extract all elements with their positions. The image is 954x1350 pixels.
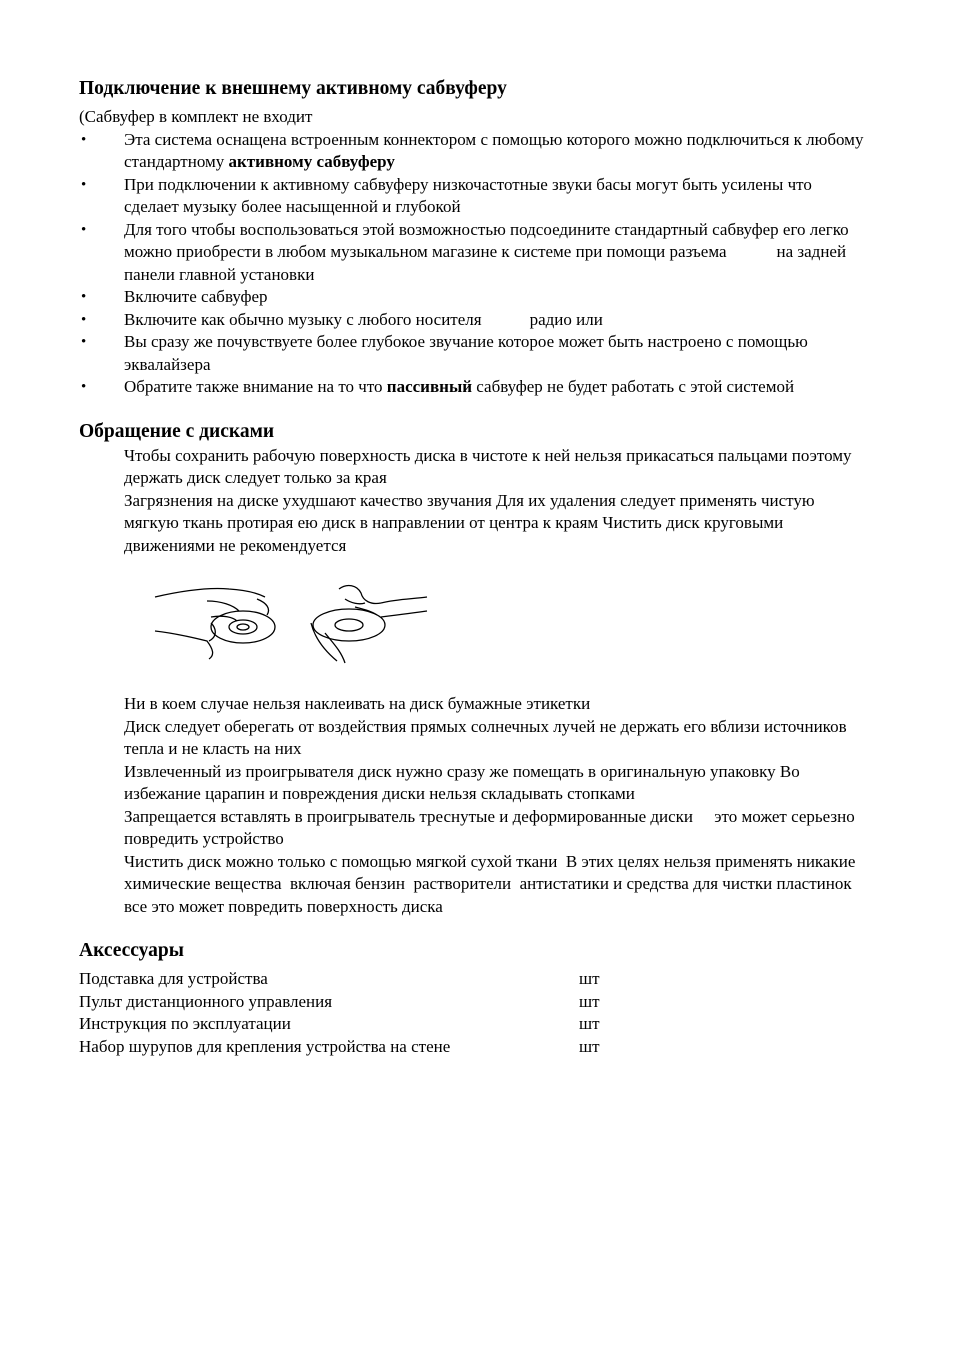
section-title-accessories: Аксессуары bbox=[79, 940, 184, 961]
table-row bbox=[79, 1036, 600, 1059]
subwoofer-bullet-list bbox=[79, 129, 869, 399]
accessory-name: Инструкция по эксплуатации bbox=[79, 1014, 291, 1033]
bullet-item: • Эта система оснащена встроенным коннектором с помощью которого можно подключиться к любому стандартному активному сабвуферу bbox=[79, 129, 869, 174]
section-title-subwoofer: Подключение к внешнему активному сабвуферу bbox=[79, 78, 507, 99]
accessories-table bbox=[79, 968, 600, 1058]
accessory-name: Набор шурупов для крепления устройства на стене bbox=[79, 1036, 451, 1056]
discs-text-after bbox=[79, 693, 873, 918]
paragraph: Запрещается вставлять в проигрыватель треснутые и деформированные диски это может серьезно повредить устройство bbox=[124, 806, 859, 848]
accessory-name: Подставка для устройства bbox=[79, 969, 268, 988]
document-page bbox=[79, 76, 873, 1058]
paragraph: Чистить диск можно только с помощью мягкой сухой ткани В этих целях нельзя применять никакие химические вещества включая бензин растворители антистатики и средства для чистки пластинок все это может повредить поверхность диска bbox=[124, 851, 873, 916]
hand-holding-disc-edge-icon bbox=[151, 577, 281, 669]
paragraph: Загрязнения на диске ухудшают качество звучания Для их удаления следует применять чистую мягкую ткань протирая ею диск в направлении от центра к краям Чистить диск круговыми движениями не рекомендуется bbox=[124, 490, 815, 555]
subwoofer-note: (Сабвуфер в комплект не входит bbox=[79, 107, 313, 126]
paragraph: Чтобы сохранить рабочую поверхность диска в чистоте к ней нельзя прикасаться пальцами поэтому держать диск следует только за края bbox=[124, 445, 852, 487]
bullet-item: • Для того чтобы воспользоваться этой возможностью подсоедините стандартный сабвуфер его легко можно приобрести в любом музыкальном магазине к системе при помощи разъема на задней панели главной установки bbox=[79, 219, 869, 287]
bullet-item: • При подключении к активному сабвуферу низкочастотные звуки басы могут быть усилены что сделает музыку более насыщенной и глубокой bbox=[79, 174, 869, 219]
bullet-item: • Включите сабвуфер bbox=[79, 286, 869, 309]
disc-handling-illustration bbox=[151, 577, 441, 669]
table-row bbox=[79, 991, 600, 1014]
accessory-unit: шт bbox=[579, 991, 600, 1011]
table-row bbox=[79, 1013, 600, 1036]
discs-text-before bbox=[79, 445, 869, 558]
bullet-item: • Включите как обычно музыку с любого носителя радио или bbox=[79, 309, 869, 332]
accessory-unit: шт bbox=[579, 1036, 600, 1056]
bullet-item: • Вы сразу же почувствуете более глубокое звучание которое может быть настроено с помощью эквалайзера bbox=[79, 331, 869, 376]
accessory-unit: шт bbox=[579, 969, 600, 988]
table-row bbox=[79, 968, 600, 991]
paragraph: Ни в коем случае нельзя наклеивать на диск бумажные этикетки bbox=[124, 694, 591, 713]
hands-wiping-disc-icon bbox=[301, 577, 431, 669]
section-title-discs: Обращение с дисками bbox=[79, 420, 275, 442]
bullet-item: • Обратите также внимание на то что пассивный сабвуфер не будет работать с этой системой bbox=[79, 376, 869, 399]
paragraph: Извлеченный из проигрывателя диск нужно сразу же помещать в оригинальную упаковку Во избежание царапин и повреждения диски нельзя складывать стопками bbox=[124, 761, 800, 803]
accessory-unit: шт bbox=[579, 1014, 600, 1033]
accessory-name: Пульт дистанционного управления bbox=[79, 991, 333, 1011]
paragraph: Диск следует оберегать от воздействия прямых солнечных лучей не держать его вблизи источников тепла и не класть на них bbox=[124, 716, 847, 758]
